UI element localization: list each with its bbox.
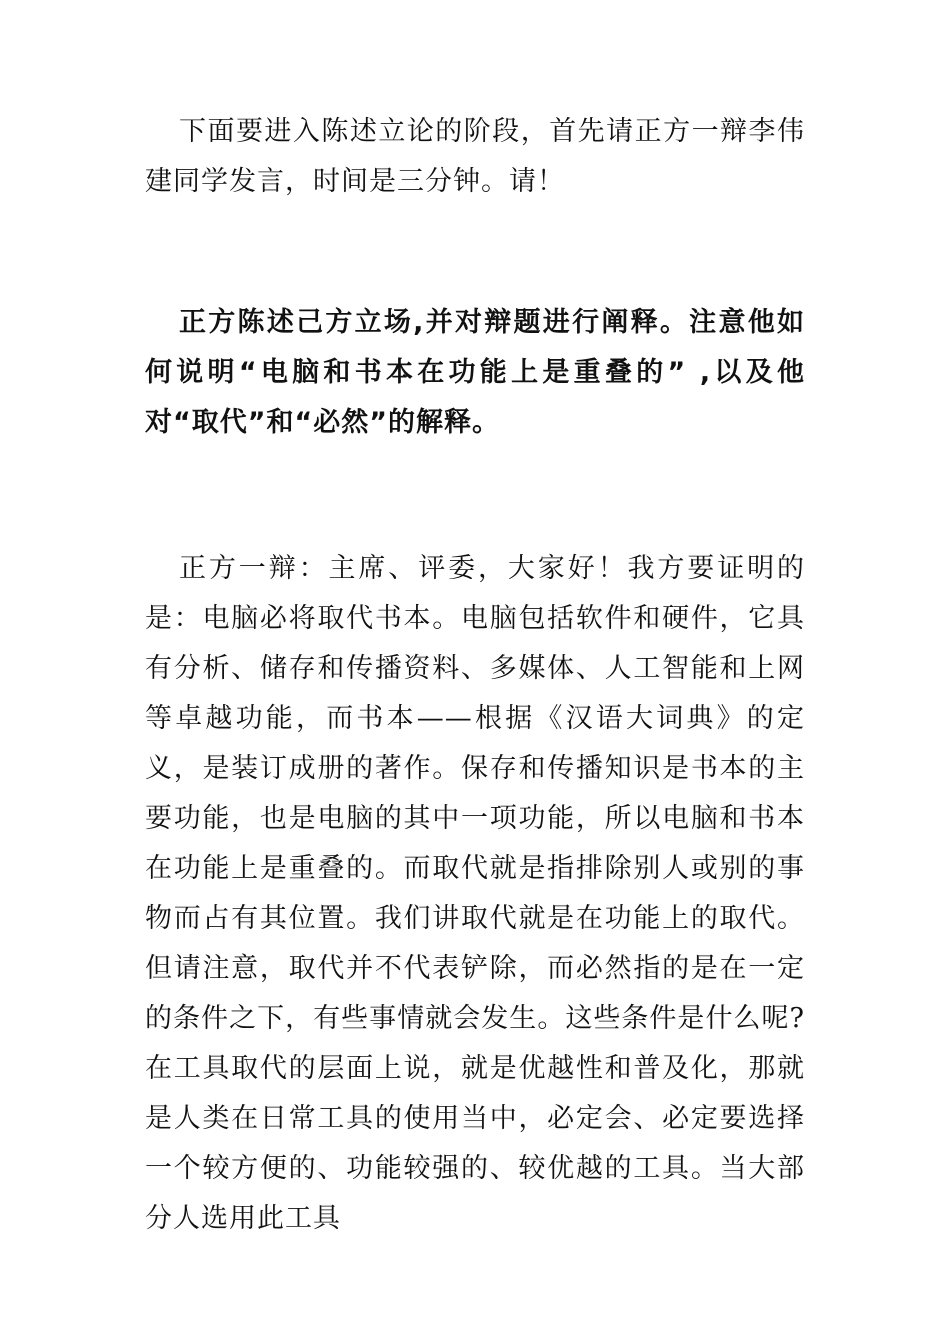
speech-paragraph: 正方一辩：主席、评委，大家好！我方要证明的是：电脑必将取代书本。电脑包括软件和硬件，它具有分析、储存和传播资料、多媒体、人工智能和上网等卓越功能，而书本——根据《汉语大词典》的定义，是装订成册的著作。保存和传播知识是书本的主要功能，也是电脑的其中一项功能，所以电脑和书本在功能上是重叠的。而取代就是指排除别人或别的事物而占有其位置。我们讲取代就是在功能上的取代。但请注意，取代并不代表铲除，而必然指的是在一定的条件之下，有些事情就会发生。这些条件是什么呢?在工具取代的层面上说，就是优越性和普及化，那就是人类在日常工具的使用当中，必定会、必定要选择一个较方便的、功能较强的、较优越的工具。当大部分人选用此工具	[145, 553, 805, 1234]
instruction-note-paragraph: 正方陈述己方立场,并对辩题进行阐释。注意他如何说明“电脑和书本在功能上是重叠的” ,以及他对“取代”和“必然”的解释。	[145, 307, 805, 438]
intro-paragraph: 下面要进入陈述立论的阶段，首先请正方一辩李伟建同学发言，时间是三分钟。请！	[145, 116, 805, 197]
